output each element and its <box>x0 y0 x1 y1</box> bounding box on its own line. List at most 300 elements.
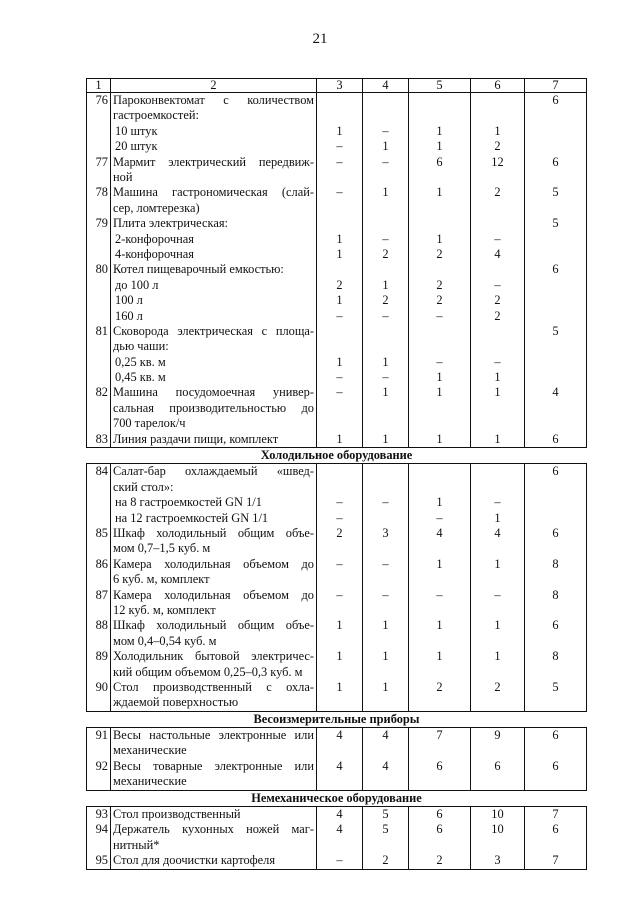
quantity-value: 2 <box>436 679 443 694</box>
quantity-cell <box>409 185 471 216</box>
total-cell <box>525 385 587 431</box>
item-number: 77 <box>87 155 111 186</box>
quantity-cell <box>317 526 363 557</box>
quantity-cell <box>471 355 525 386</box>
quantity-cell <box>471 588 525 619</box>
quantity-cell <box>409 557 471 588</box>
total-value: 5 <box>552 216 559 231</box>
quantity-cell <box>317 262 363 277</box>
quantity-value: – <box>494 587 501 602</box>
item-name <box>111 680 317 711</box>
item-number: 82 <box>87 385 111 431</box>
quantity-cell <box>363 232 409 263</box>
quantity-value: 2 <box>494 679 501 694</box>
quantity-cell <box>363 155 409 186</box>
quantity-value: 1 <box>336 231 343 246</box>
item-name-line: Котел пищеварочный емкостью: <box>113 262 284 277</box>
quantity-value: – <box>382 370 389 385</box>
quantity-cell <box>363 822 409 853</box>
quantity-value: 4 <box>382 758 389 773</box>
item-name <box>111 385 317 431</box>
quantity-cell <box>471 432 525 448</box>
quantity-cell <box>471 232 525 263</box>
table-row <box>87 618 587 649</box>
quantity-cell <box>471 124 525 155</box>
quantity-cell <box>317 495 363 526</box>
table-row <box>87 324 587 355</box>
item-name <box>111 155 317 186</box>
quantity-value: 2 <box>494 185 501 200</box>
quantity-cell <box>471 324 525 355</box>
item-number <box>87 124 111 155</box>
quantity-cell <box>471 853 525 869</box>
quantity-value: 1 <box>382 277 389 292</box>
total-value: 6 <box>552 822 559 837</box>
table-header-row <box>87 79 587 93</box>
quantity-value: 4 <box>336 728 343 743</box>
quantity-value: 4 <box>494 246 501 261</box>
item-name-line: 2-конфорочная <box>115 231 194 246</box>
quantity-value: 6 <box>494 758 501 773</box>
quantity-cell <box>471 464 525 495</box>
item-name-line: Сковорода электрическая с площа- <box>113 323 314 338</box>
quantity-value: 4 <box>382 728 389 743</box>
quantity-cell <box>317 853 363 869</box>
total-value: 6 <box>552 464 559 479</box>
quantity-value: 1 <box>494 649 501 664</box>
item-number <box>87 495 111 526</box>
quantity-cell <box>471 807 525 823</box>
table-row <box>87 526 587 557</box>
quantity-cell <box>471 262 525 277</box>
quantity-value: 1 <box>494 510 501 525</box>
item-name-line: нитный* <box>113 837 160 852</box>
quantity-value: – <box>382 231 389 246</box>
quantity-value: 2 <box>336 277 343 292</box>
item-name-line: Холодильник бытовой электричес- <box>113 649 314 664</box>
quantity-cell <box>317 728 363 759</box>
total-value: 8 <box>552 649 559 664</box>
quantity-cell <box>409 680 471 711</box>
quantity-value: 2 <box>436 246 443 261</box>
quantity-value: – <box>336 370 343 385</box>
quantity-value: 2 <box>382 293 389 308</box>
quantity-cell <box>363 355 409 386</box>
item-name-line: Стол производственный с охла- <box>113 679 314 694</box>
item-name-line: Машина посудомоечная универ- <box>113 385 314 400</box>
total-cell <box>525 155 587 186</box>
item-name-line: Пароконвектомат с количеством <box>113 93 314 107</box>
item-name <box>111 262 317 277</box>
table-row <box>87 432 587 448</box>
quantity-value <box>365 511 406 526</box>
quantity-cell <box>363 526 409 557</box>
table-row <box>87 355 587 386</box>
quantity-cell <box>317 124 363 155</box>
item-name-line: ной <box>113 169 133 184</box>
quantity-value: – <box>436 587 443 602</box>
item-name-line: 0,45 кв. м <box>115 370 166 385</box>
item-name-line: ский стол»: <box>113 479 174 494</box>
item-name-line: Весы товарные электронные или <box>113 758 314 773</box>
table-row <box>87 649 587 680</box>
item-name-line: Линия раздачи пищи, комплект <box>113 431 279 446</box>
quantity-cell <box>471 216 525 231</box>
quantity-value: – <box>436 354 443 369</box>
total-cell <box>525 124 587 155</box>
quantity-value: – <box>436 510 443 525</box>
quantity-cell <box>363 618 409 649</box>
quantity-value: – <box>382 308 389 323</box>
quantity-value: 1 <box>382 139 389 154</box>
quantity-cell <box>409 262 471 277</box>
item-number: 76 <box>87 93 111 124</box>
quantity-value: 2 <box>494 293 501 308</box>
item-name-line: сальная производительностью до <box>113 400 314 415</box>
item-name-line: механические <box>113 774 187 789</box>
item-number: 94 <box>87 822 111 853</box>
quantity-cell <box>317 464 363 495</box>
column-header: 6 <box>471 79 525 93</box>
table-row <box>87 557 587 588</box>
quantity-cell <box>409 807 471 823</box>
item-number: 79 <box>87 216 111 231</box>
quantity-value: 5 <box>382 807 389 822</box>
quantity-value: 1 <box>336 649 343 664</box>
quantity-value: 1 <box>336 431 343 446</box>
table-row <box>87 495 587 526</box>
item-number: 78 <box>87 185 111 216</box>
column-header: 4 <box>363 79 409 93</box>
quantity-value: – <box>494 495 501 510</box>
quantity-value: 1 <box>494 385 501 400</box>
table-row <box>87 262 587 277</box>
total-value: 6 <box>552 154 559 169</box>
item-number: 86 <box>87 557 111 588</box>
item-name-line: гастроемкостей: <box>113 108 199 123</box>
item-number <box>87 278 111 324</box>
total-cell <box>525 557 587 588</box>
quantity-value: 2 <box>494 139 501 154</box>
quantity-cell <box>471 728 525 759</box>
quantity-value: 1 <box>494 556 501 571</box>
total-value: 6 <box>552 431 559 446</box>
quantity-cell <box>317 588 363 619</box>
quantity-cell <box>363 853 409 869</box>
item-name-line: на 8 гастроемкостей GN 1/1 <box>115 495 262 510</box>
section-heading: Весоизмерительные приборы <box>87 711 587 727</box>
quantity-value: 4 <box>336 758 343 773</box>
quantity-value: 1 <box>436 370 443 385</box>
item-name-line: дью чаши: <box>113 339 169 354</box>
total-cell <box>525 853 587 869</box>
quantity-value: 1 <box>382 431 389 446</box>
quantity-cell <box>317 185 363 216</box>
quantity-cell <box>471 495 525 526</box>
quantity-value: 1 <box>336 293 343 308</box>
quantity-value: 1 <box>336 618 343 633</box>
table-row <box>87 728 587 759</box>
quantity-cell <box>409 759 471 790</box>
quantity-value: 1 <box>436 495 443 510</box>
quantity-cell <box>409 618 471 649</box>
quantity-value: 6 <box>436 822 443 837</box>
item-name-line: Мармит электрический передвиж- <box>113 154 314 169</box>
quantity-value: 1 <box>382 385 389 400</box>
quantity-value: – <box>336 308 343 323</box>
quantity-cell <box>409 526 471 557</box>
total-cell <box>525 278 587 324</box>
quantity-cell <box>363 759 409 790</box>
quantity-value: 1 <box>494 123 501 138</box>
item-name-line: Камера холодильная объемом до <box>113 587 314 602</box>
quantity-cell <box>471 155 525 186</box>
quantity-cell <box>409 649 471 680</box>
quantity-value: 1 <box>436 385 443 400</box>
total-cell <box>525 759 587 790</box>
quantity-value: 1 <box>436 139 443 154</box>
quantity-value: 6 <box>436 807 443 822</box>
item-name-line: Стол для доочистки картофеля <box>113 853 276 868</box>
quantity-value: 1 <box>382 679 389 694</box>
quantity-value: – <box>336 139 343 154</box>
quantity-value: 1 <box>382 618 389 633</box>
quantity-value: 4 <box>436 526 443 540</box>
quantity-value: 2 <box>494 308 501 323</box>
quantity-value: 1 <box>494 431 501 446</box>
quantity-cell <box>363 185 409 216</box>
item-number: 85 <box>87 526 111 557</box>
total-value: 6 <box>552 728 559 743</box>
quantity-value: 3 <box>494 853 501 868</box>
total-value: 8 <box>552 587 559 602</box>
table-row <box>87 93 587 124</box>
item-number: 81 <box>87 324 111 355</box>
total-cell <box>525 807 587 823</box>
quantity-cell <box>317 557 363 588</box>
item-name-line: 12 куб. м, комплект <box>113 602 216 617</box>
item-name <box>111 618 317 649</box>
item-name <box>111 278 317 324</box>
quantity-cell <box>409 495 471 526</box>
quantity-value: 1 <box>382 649 389 664</box>
item-name <box>111 649 317 680</box>
quantity-value: – <box>336 587 343 602</box>
quantity-cell <box>317 324 363 355</box>
quantity-cell <box>409 853 471 869</box>
item-name-line: Держатель кухонных ножей маг- <box>113 822 314 837</box>
quantity-cell <box>409 355 471 386</box>
quantity-value: 1 <box>336 354 343 369</box>
item-name-line: 10 штук <box>115 123 158 138</box>
quantity-cell <box>317 216 363 231</box>
quantity-cell <box>471 526 525 557</box>
section-heading: Холодильное оборудование <box>87 448 587 464</box>
total-value: 5 <box>552 185 559 200</box>
quantity-value: – <box>336 556 343 571</box>
quantity-cell <box>409 155 471 186</box>
quantity-cell <box>409 432 471 448</box>
table-row <box>87 232 587 263</box>
item-name <box>111 232 317 263</box>
quantity-value: 7 <box>436 728 443 743</box>
quantity-cell <box>409 728 471 759</box>
quantity-cell <box>363 278 409 324</box>
quantity-cell <box>363 495 409 526</box>
quantity-value: – <box>494 277 501 292</box>
quantity-value: 1 <box>382 354 389 369</box>
table-row <box>87 385 587 431</box>
quantity-cell <box>317 822 363 853</box>
quantity-cell <box>317 385 363 431</box>
table-row <box>87 464 587 495</box>
quantity-cell <box>317 618 363 649</box>
column-header: 1 <box>87 79 111 93</box>
item-name <box>111 807 317 823</box>
quantity-cell <box>317 232 363 263</box>
item-number: 90 <box>87 680 111 711</box>
quantity-cell <box>317 93 363 124</box>
quantity-value: 2 <box>436 853 443 868</box>
item-name <box>111 588 317 619</box>
item-name-line: 6 куб. м, комплект <box>113 572 210 587</box>
item-name <box>111 557 317 588</box>
quantity-cell <box>409 822 471 853</box>
total-cell <box>525 93 587 124</box>
item-name <box>111 759 317 790</box>
quantity-value: 2 <box>436 293 443 308</box>
quantity-cell <box>409 93 471 124</box>
quantity-cell <box>317 155 363 186</box>
quantity-value: – <box>336 185 343 200</box>
total-cell <box>525 185 587 216</box>
total-cell <box>525 649 587 680</box>
total-cell <box>525 526 587 557</box>
quantity-value: 10 <box>491 822 504 837</box>
quantity-value: – <box>382 587 389 602</box>
quantity-value: – <box>494 354 501 369</box>
total-value: 6 <box>552 93 559 107</box>
total-cell <box>525 680 587 711</box>
total-cell <box>525 216 587 231</box>
quantity-cell <box>363 464 409 495</box>
quantity-cell <box>317 649 363 680</box>
item-name <box>111 93 317 124</box>
quantity-cell <box>363 124 409 155</box>
quantity-cell <box>363 807 409 823</box>
quantity-cell <box>363 728 409 759</box>
table-row <box>87 124 587 155</box>
table-row <box>87 680 587 711</box>
quantity-value: 2 <box>436 277 443 292</box>
item-number: 83 <box>87 432 111 448</box>
quantity-cell <box>409 385 471 431</box>
quantity-cell <box>317 680 363 711</box>
total-cell <box>525 432 587 448</box>
item-name-line: кий общим объемом 0,25–0,3 куб. м <box>113 664 303 679</box>
quantity-value: 10 <box>491 807 504 822</box>
quantity-cell <box>471 680 525 711</box>
item-name-line: 4-конфорочная <box>115 246 194 261</box>
quantity-value: 1 <box>336 123 343 138</box>
quantity-cell <box>471 822 525 853</box>
quantity-value: – <box>436 308 443 323</box>
item-name-line: 160 л <box>115 308 143 323</box>
total-cell <box>525 728 587 759</box>
quantity-value: – <box>336 510 343 525</box>
total-value: 6 <box>552 262 559 277</box>
quantity-value: – <box>336 495 343 510</box>
item-name <box>111 853 317 869</box>
item-name <box>111 526 317 557</box>
item-name-line: Шкаф холодильный общим объе- <box>113 526 314 540</box>
quantity-cell <box>409 216 471 231</box>
page-number: 21 <box>312 31 328 47</box>
item-name-line: мом 0,4–0,54 куб. м <box>113 633 217 648</box>
quantity-value: 6 <box>436 758 443 773</box>
quantity-value: 1 <box>436 556 443 571</box>
item-number <box>87 355 111 386</box>
total-cell <box>525 464 587 495</box>
quantity-cell <box>409 324 471 355</box>
total-value: 7 <box>552 807 559 822</box>
quantity-value: 1 <box>436 231 443 246</box>
quantity-value: 1 <box>336 679 343 694</box>
item-number: 89 <box>87 649 111 680</box>
quantity-value: 1 <box>336 246 343 261</box>
quantity-cell <box>363 216 409 231</box>
item-number <box>87 232 111 263</box>
item-name <box>111 324 317 355</box>
quantity-cell <box>471 185 525 216</box>
item-number: 87 <box>87 588 111 619</box>
quantity-cell <box>317 278 363 324</box>
item-name-line: мом 0,7–1,5 куб. м <box>113 541 211 556</box>
item-name-line: до 100 л <box>115 277 159 292</box>
quantity-value: 1 <box>436 185 443 200</box>
quantity-value: – <box>382 154 389 169</box>
quantity-value: 4 <box>336 822 343 837</box>
section-heading-row <box>87 711 587 727</box>
quantity-cell <box>409 464 471 495</box>
item-name <box>111 464 317 495</box>
item-name <box>111 216 317 231</box>
item-name-line: Весы настольные электронные или <box>113 728 314 743</box>
quantity-value: 1 <box>436 649 443 664</box>
total-value: 5 <box>552 323 559 338</box>
column-header: 7 <box>525 79 587 93</box>
total-cell <box>525 495 587 526</box>
column-header: 3 <box>317 79 363 93</box>
quantity-value: 9 <box>494 728 501 743</box>
section-heading: Немеханическое оборудование <box>87 790 587 806</box>
table-row <box>87 807 587 823</box>
table-row <box>87 759 587 790</box>
quantity-cell <box>409 124 471 155</box>
quantity-cell <box>471 759 525 790</box>
item-name <box>111 355 317 386</box>
item-name-line: 700 тарелок/ч <box>113 416 186 431</box>
item-number: 88 <box>87 618 111 649</box>
section-heading-row <box>87 790 587 806</box>
quantity-cell <box>317 759 363 790</box>
quantity-value: – <box>336 154 343 169</box>
item-number: 92 <box>87 759 111 790</box>
item-name-line: на 12 гастроемкостей GN 1/1 <box>115 510 269 525</box>
quantity-value: 1 <box>494 618 501 633</box>
quantity-cell <box>471 557 525 588</box>
total-value: 5 <box>552 679 559 694</box>
